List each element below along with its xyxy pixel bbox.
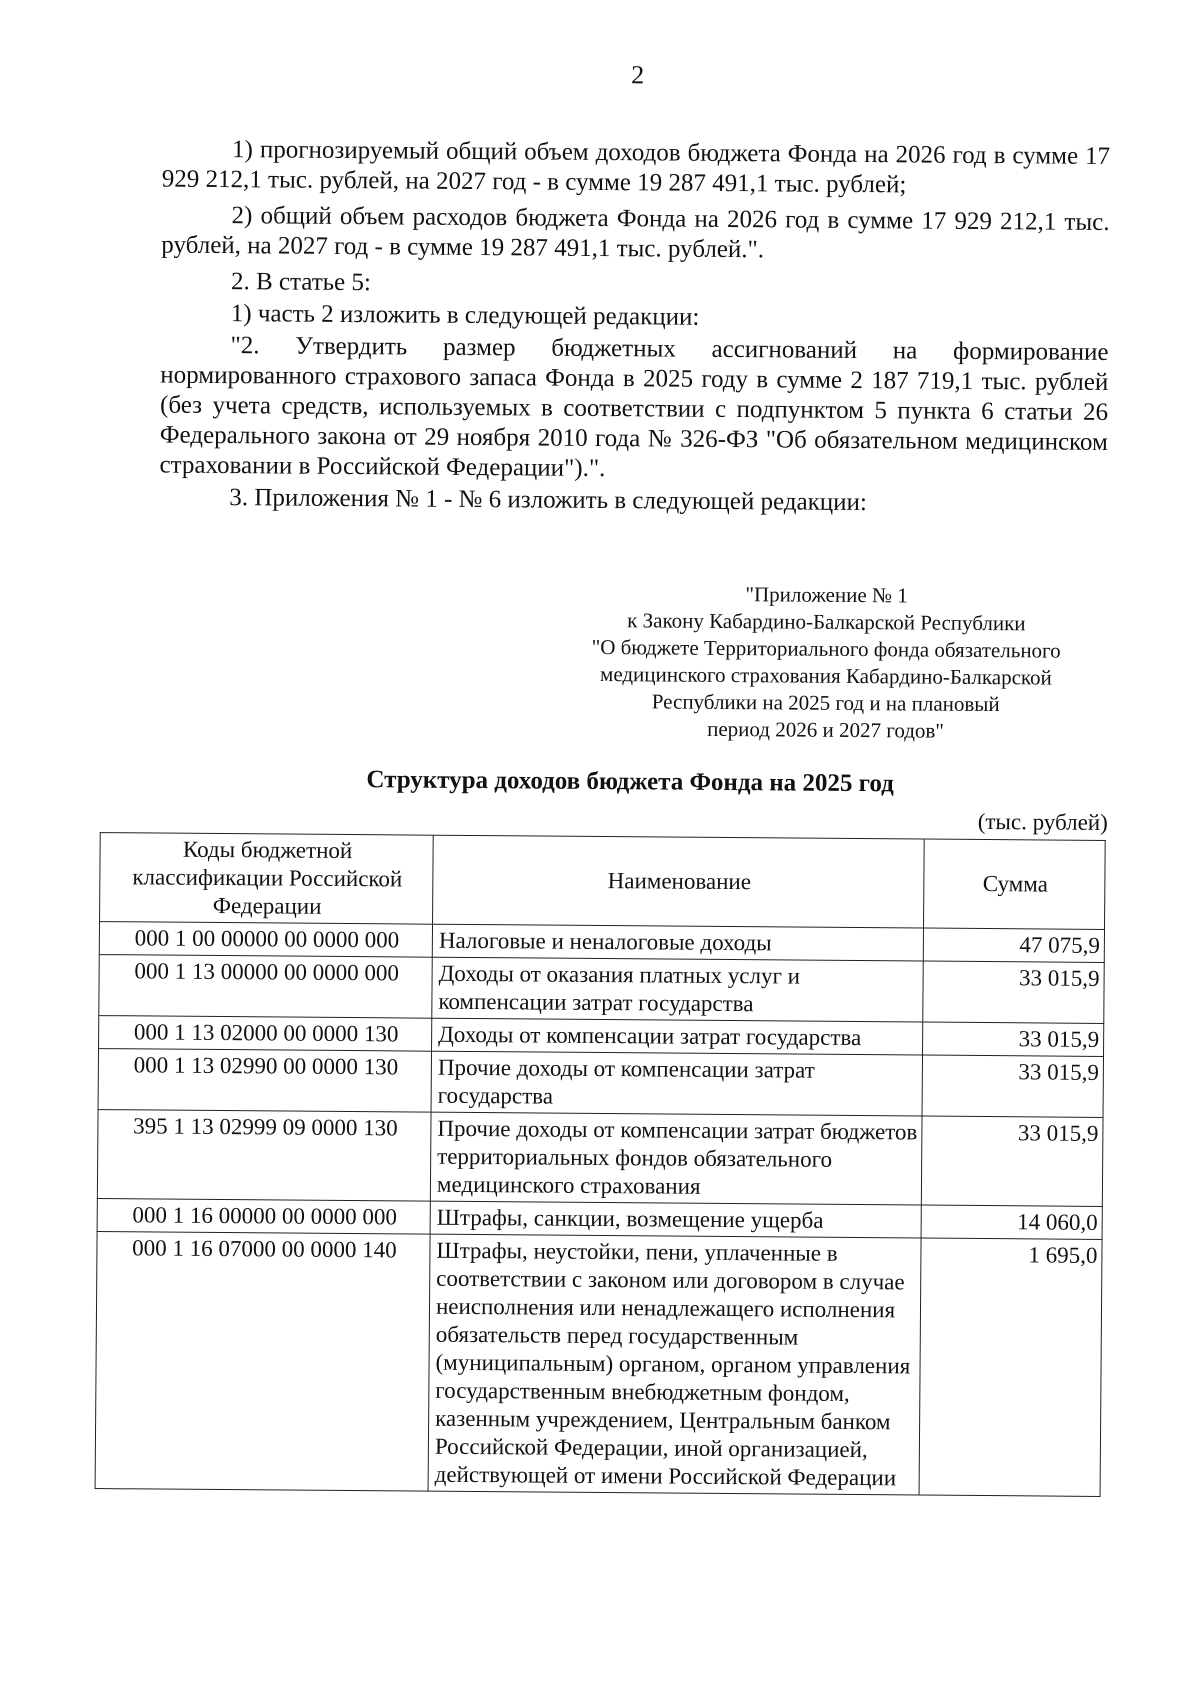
paragraph-annexes: 3. Приложения № 1 - № 6 изложить в следующей редакции:	[229, 484, 867, 517]
cell-sum: 1 695,0	[919, 1238, 1102, 1496]
cell-sum: 33 015,9	[923, 1022, 1104, 1056]
annex-line: период 2026 и 2027 годов"	[707, 716, 945, 743]
cell-name: Штрафы, санкции, возмещение ущерба	[430, 1201, 921, 1238]
cell-name: Доходы от оказания платных услуг и компенсации затрат государства	[432, 957, 923, 1022]
annex-line: медицинского страхования Кабардино-Балкарской	[600, 661, 1052, 690]
cell-sum: 14 060,0	[921, 1205, 1102, 1239]
paragraph-part-2: 1) часть 2 изложить в следующей редакции:	[230, 300, 700, 331]
paragraph-article-5: 2. В статье 5:	[230, 268, 371, 297]
table-units: (тыс. рублей)	[977, 808, 1108, 835]
cell-name: Прочие доходы от компенсации затрат государства	[431, 1051, 922, 1116]
header-sum: Сумма	[924, 839, 1106, 929]
header-name: Наименование	[433, 835, 925, 928]
cell-code: 000 1 16 07000 00 0000 140	[95, 1232, 430, 1492]
paragraph-expense-total: 2) общий объем расходов бюджета Фонда на 2026 год в сумме 17 929 212,1 тыс. рублей, на 2027 год - в сумме 19 287 491,1 тыс. рублей.".	[161, 202, 1110, 264]
table-header-row	[100, 833, 1106, 930]
cell-code: 000 1 00 00000 00 0000 000	[99, 922, 432, 958]
annex-line: к Закону Кабардино-Балкарской Республики	[627, 608, 1026, 636]
paragraph-revenue-forecast: 1) прогнозируемый общий объем доходов бюджета Фонда на 2026 год в сумме 17 929 212,1 тыс. рублей, на 2027 год - в сумме 19 287 491,1 тыс. рублей;	[161, 136, 1111, 199]
table-title: Структура доходов бюджета Фонда на 2025 год	[366, 766, 894, 798]
cell-sum: 47 075,9	[923, 928, 1104, 962]
table-row	[95, 1232, 1102, 1497]
revenue-structure-table	[95, 832, 1106, 1497]
header-code: Коды бюджетной классификации Российской Федерации	[100, 833, 434, 925]
page-number: 2	[631, 60, 645, 90]
cell-sum: 33 015,9	[923, 961, 1104, 1023]
body-text	[159, 135, 1110, 526]
cell-sum: 33 015,9	[921, 1116, 1103, 1206]
table-row	[99, 955, 1104, 1024]
cell-code: 395 1 13 02999 09 0000 130	[97, 1110, 431, 1202]
annex-line: Республики на 2025 год и на плановый	[651, 689, 1000, 717]
cell-code: 000 1 13 00000 00 0000 000	[99, 955, 432, 1019]
cell-name: Прочие доходы от компенсации затрат бюджетов территориальных фондов обязательного медицинского страхования	[430, 1112, 922, 1205]
annex-line: "О бюджете Территориального фонда обязательного	[591, 634, 1061, 663]
cell-name: Налоговые и неналоговые доходы	[432, 924, 923, 961]
annex-line: "Приложение № 1	[745, 582, 908, 608]
cell-code: 000 1 13 02000 00 0000 130	[99, 1016, 432, 1052]
cell-name: Доходы от компенсации затрат государства	[432, 1018, 923, 1055]
cell-code: 000 1 13 02990 00 0000 130	[98, 1049, 431, 1113]
annex-header	[545, 580, 1106, 746]
table-row	[98, 1049, 1103, 1118]
table-row	[97, 1110, 1103, 1207]
paragraph-reserve-amount: "2. Утвердить размер бюджетных ассигнований на формирование нормированного страхового запаса Фонда в 2025 году в сумме 2 187 719,1 тыс. рублей (без учета средств, используемых в соответствии с подпунктом 5 пункта 6 статьи 26 Федерального закона от 29 ноября 2010 года № 326-ФЗ "Об обязательном медицинском страховании в Российской Федерации").".	[159, 332, 1109, 483]
cell-code: 000 1 16 00000 00 0000 000	[97, 1199, 430, 1235]
cell-sum: 33 015,9	[922, 1055, 1103, 1117]
cell-name: Штрафы, неустойки, пени, уплаченные в соответствии с законом или договором в случае неисполнения или ненадлежащего исполнения обязательств перед государственным (муниципальным) органом, органом управления государственным внебюджетным фондом, казенным учреждением, Центральным банком Российской Федерации, иной организацией, действующей от имени Российской Федерации	[428, 1234, 921, 1495]
